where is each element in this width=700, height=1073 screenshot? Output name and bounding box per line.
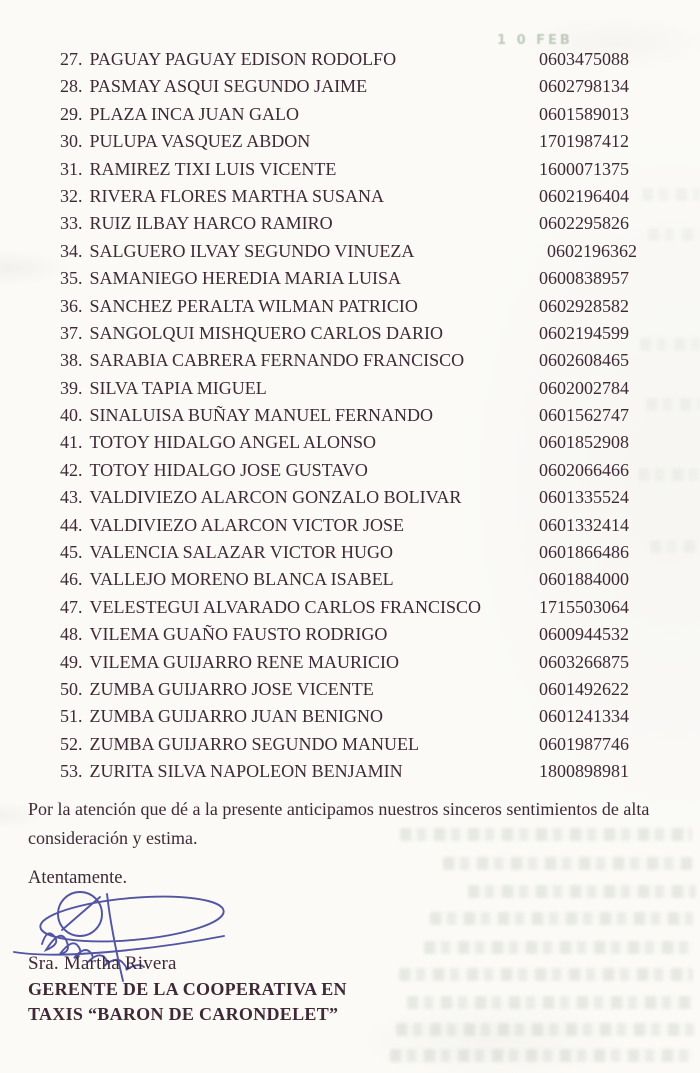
entry-id: 0602194599 [539,322,629,343]
entry-name: ZUMBA GUIJARRO JUAN BENIGNO [89,706,384,727]
entry-number: 44. [60,514,83,535]
entry-number: 40. [60,405,83,426]
entry-name: PLAZA INCA JUAN GALO [89,103,300,124]
entry-number: 53. [60,761,83,782]
entry-name: SANCHEZ PERALTA WILMAN PATRICIO [89,295,418,316]
bleedthrough-artifact [400,828,692,841]
entry-number: 42. [60,459,83,480]
entry-number: 33. [60,213,83,234]
entry-name: SARABIA CABRERA FERNANDO FRANCISCO [89,350,465,371]
bleedthrough-artifact [399,968,693,981]
entry-number: 48. [60,624,83,645]
list-entry [60,347,700,374]
entry-number: 38. [60,350,83,371]
entry-id: 0601589013 [539,103,629,124]
entry-number: 49. [60,651,83,672]
entry-name: VALDIVIEZO ALARCON GONZALO BOLIVAR [89,487,462,508]
entry-id: 0602066466 [539,459,629,480]
bleedthrough-artifact [650,540,700,553]
entry-name: VALLEJO MORENO BLANCA ISABEL [89,569,394,590]
entry-name: VALENCIA SALAZAR VICTOR HUGO [89,542,394,563]
entry-id: 0602196404 [539,185,629,206]
list-entry [60,265,700,292]
entry-name: VILEMA GUIJARRO RENE MAURICIO [89,651,399,672]
entry-id: 0601987746 [539,733,629,754]
entry-id: 0602608465 [539,350,629,371]
list-entry [60,676,700,703]
list-entry [60,621,700,648]
entry-id: 0603475088 [539,49,629,69]
entry-number: 32. [60,185,83,206]
entry-id: 0601492622 [539,678,629,699]
list-entry [60,210,700,237]
entry-name: RIVERA FLORES MARTHA SUSANA [89,185,384,206]
entry-number: 39. [60,377,83,398]
list-entry [60,320,700,347]
bleedthrough-artifact [430,912,693,925]
entry-id: 0600838957 [539,268,629,289]
entry-name: TOTOY HIDALGO JOSE GUSTAVO [89,459,368,480]
entry-id: 1600071375 [539,158,629,179]
entry-id: 1800898981 [539,761,629,782]
list-entry [60,649,700,676]
list-entry [60,156,700,183]
list-entry [60,183,700,210]
entry-id: 0601241334 [539,706,629,727]
entry-id: 0601335524 [539,487,629,508]
entry-id: 0603266875 [539,651,629,672]
entry-name: SANGOLQUI MISHQUERO CARLOS DARIO [89,322,444,343]
entry-number: 37. [60,322,83,343]
entry-name: TOTOY HIDALGO ANGEL ALONSO [89,432,376,453]
entry-id: 1715503064 [539,596,629,617]
entry-id: 1701987412 [539,131,629,152]
entry-name: SINALUISA BUÑAY MANUEL FERNANDO [89,405,434,426]
entry-name: ZURITA SILVA NAPOLEON BENJAMIN [89,761,403,782]
list-entry [60,594,700,621]
entry-number: 29. [60,103,83,124]
entry-number: 34. [60,240,83,261]
salutation: Atentamente. [28,868,128,888]
list-entry [60,238,700,265]
bleedthrough-artifact [468,885,696,898]
list-entry [60,731,700,758]
list-entry [60,758,700,785]
entry-id: 0602798134 [539,76,629,97]
entry-number: 47. [60,596,83,617]
entry-id: 0601852908 [539,432,629,453]
entry-name: PASMAY ASQUI SEGUNDO JAIME [89,76,368,97]
list-entry [60,539,700,566]
signer-name: Sra. Martha Rivera [28,953,177,974]
entry-number: 50. [60,678,83,699]
bleedthrough-artifact [396,1023,694,1036]
entry-number: 45. [60,542,83,563]
entry-number: 28. [60,76,83,97]
closing-paragraph: Por la atención que dé a la presente anticipamos nuestros sinceros sentimientos de alta consideración y estima. [28,799,650,848]
entry-name: SALGUERO ILVAY SEGUNDO VINUEZA [89,240,415,261]
list-entry [60,375,700,402]
entry-id: 0602002784 [539,377,629,398]
bleedthrough-artifact [390,1049,694,1062]
entry-name: RUIZ ILBAY HARCO RAMIRO [89,213,333,234]
entry-name: SILVA TAPIA MIGUEL [89,377,267,398]
entry-number: 35. [60,268,83,289]
bleedthrough-artifact [646,398,700,411]
entry-number: 46. [60,569,83,590]
list-entry [60,512,700,539]
list-entry [60,128,700,155]
entry-number: 52. [60,733,83,754]
entry-name: VILEMA GUAÑO FAUSTO RODRIGO [89,624,388,645]
entry-number: 30. [60,131,83,152]
entry-name: ZUMBA GUIJARRO SEGUNDO MANUEL [89,733,420,754]
entry-number: 27. [60,49,83,69]
list-entry [60,429,700,456]
bleedthrough-artifact [640,338,700,351]
entry-id: 0601884000 [539,569,629,590]
entry-number: 36. [60,295,83,316]
entry-name: VELESTEGUI ALVARADO CARLOS FRANCISCO [89,596,482,617]
list-entry [60,566,700,593]
bleedthrough-artifact [642,188,700,201]
list-entry [60,484,700,511]
bleedthrough-artifact [648,228,700,241]
entry-id: 0601332414 [539,514,629,535]
entry-name: PAGUAY PAGUAY EDISON RODOLFO [89,49,397,69]
entry-name: SAMANIEGO HEREDIA MARIA LUISA [89,268,402,289]
list-entry [60,73,700,100]
entry-name: VALDIVIEZO ALARCON VICTOR JOSE [89,514,405,535]
bleedthrough-artifact [424,941,694,954]
entry-id: 0600944532 [539,624,629,645]
entry-number: 31. [60,158,83,179]
member-list [60,46,700,786]
date-stamp-bleedthrough: 1 0 FEB [497,33,573,48]
list-entry [60,457,700,484]
entry-name: PULUPA VASQUEZ ABDON [89,131,311,152]
entry-name: ZUMBA GUIJARRO JOSE VICENTE [89,678,374,699]
signer-title-line-1: GERENTE DE LA COOPERATIVA EN [28,979,347,999]
entry-id: 0602928582 [539,295,629,316]
list-entry [60,293,700,320]
entry-id: 0601562747 [539,405,629,426]
bleedthrough-artifact [638,468,700,481]
list-entry [60,703,700,730]
entry-number: 51. [60,706,83,727]
entry-name: RAMIREZ TIXI LUIS VICENTE [89,158,337,179]
entry-number: 41. [60,432,83,453]
entry-id: 0602295826 [539,213,629,234]
bleedthrough-artifact [443,857,693,870]
signer-title-line-2: TAXIS “BARON DE CARONDELET” [28,1004,339,1024]
entry-id: 0602196362 [547,240,637,261]
list-entry [60,402,700,429]
list-entry [60,101,700,128]
entry-id: 0601866486 [539,542,629,563]
bleedthrough-artifact [407,996,693,1009]
entry-number: 43. [60,487,83,508]
list-entry [60,46,700,73]
